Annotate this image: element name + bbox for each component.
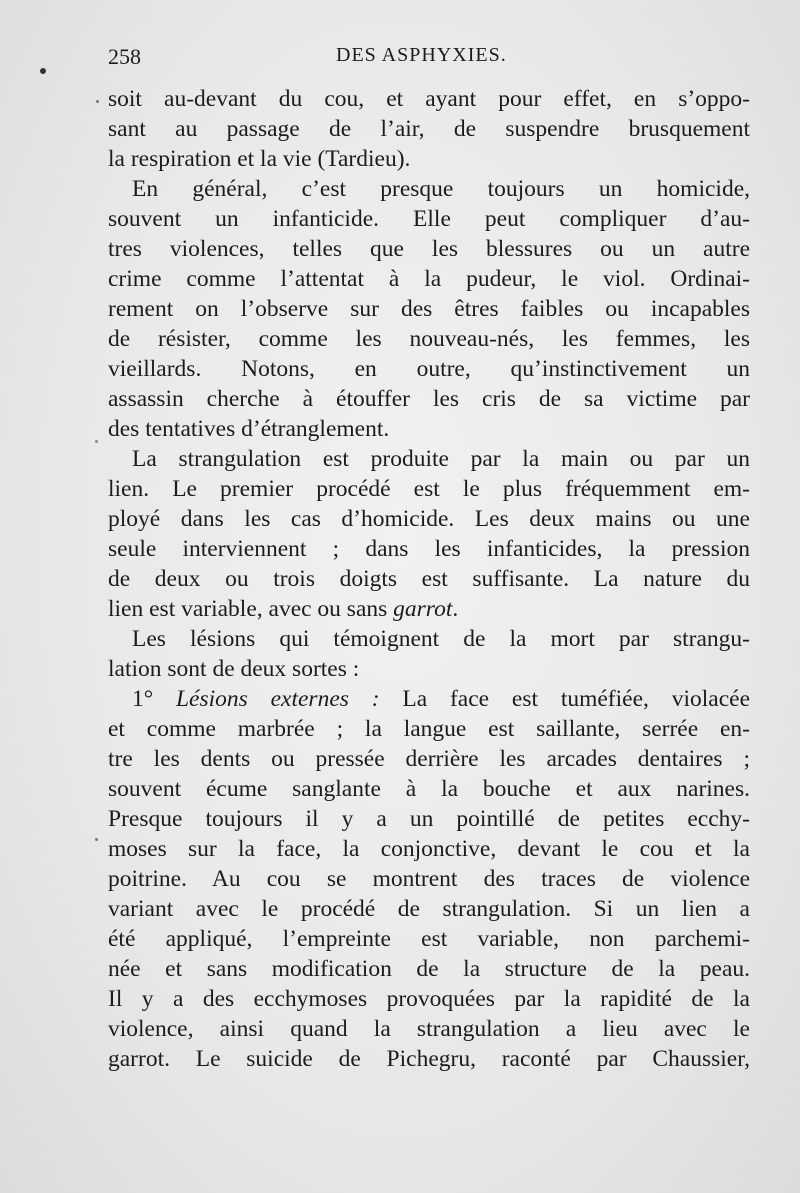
text-line	[108, 234, 750, 264]
text-segment: violence, ainsi quand la strangulation a lieu avec le	[108, 1016, 750, 1042]
text-line	[108, 144, 750, 174]
page-header	[108, 44, 748, 74]
text-line	[108, 954, 750, 984]
text-segment: moses sur la face, la conjonctive, devant le cou et la	[108, 836, 750, 862]
text-segment: Il y a des ecchymoses provoquées par la rapidité de la	[108, 986, 750, 1012]
text-line	[108, 204, 750, 234]
text-line	[108, 534, 750, 564]
text-line	[108, 774, 750, 804]
text-line	[108, 834, 750, 864]
text-line	[108, 564, 750, 594]
text-line	[108, 624, 750, 654]
body-text	[108, 84, 750, 1074]
text-line	[108, 924, 750, 954]
text-segment: sant au passage de l’air, de suspendre brusquement	[108, 116, 750, 142]
text-line	[108, 504, 750, 534]
margin-dot-mark	[40, 68, 46, 74]
text-line	[108, 354, 750, 384]
text-line	[108, 684, 750, 714]
text-line	[108, 744, 750, 774]
text-line	[108, 594, 750, 624]
text-segment: et comme marbrée ; la langue est saillante, serrée en-	[108, 716, 750, 742]
text-line	[108, 174, 750, 204]
text-segment: lation sont de deux sortes :	[108, 656, 360, 682]
margin-speck-mark	[96, 100, 99, 103]
text-segment: poitrine. Au cou se montrent des traces de violence	[108, 866, 750, 892]
text-line	[108, 1014, 750, 1044]
running-title: DES ASPHYXIES.	[336, 44, 507, 66]
page-number: 258	[108, 44, 141, 69]
text-segment: rement on l’observe sur des êtres faibles ou incapables	[108, 296, 750, 322]
text-segment: soit au-devant du cou, et ayant pour effet, en s’oppo-	[108, 86, 750, 112]
text-line	[108, 444, 750, 474]
text-line	[108, 474, 750, 504]
text-segment: ployé dans les cas d’homicide. Les deux mains ou une	[108, 506, 750, 532]
text-segment: Presque toujours il y a un pointillé de petites ecchy-	[108, 806, 750, 832]
text-segment: lien est variable, avec ou sans	[108, 596, 394, 622]
italic-text-segment: Lésions externes :	[175, 686, 380, 712]
text-line	[108, 804, 750, 834]
text-segment: En général, c’est presque toujours un homicide,	[132, 176, 750, 202]
italic-text-segment: garrot	[393, 596, 453, 622]
text-segment: été appliqué, l’empreinte est variable, non parchemi-	[108, 926, 750, 952]
text-segment: .	[452, 596, 459, 622]
text-line	[108, 894, 750, 924]
text-segment: La face est tuméfiée, violacée	[379, 686, 750, 712]
text-segment: souvent un infanticide. Elle peut compliquer d’au-	[108, 206, 750, 232]
text-segment: seule interviennent ; dans les infanticides, la pression	[108, 536, 750, 562]
text-line	[108, 1044, 750, 1074]
text-line	[108, 294, 750, 324]
text-segment: lien. Le premier procédé est le plus fréquemment em-	[108, 476, 750, 502]
text-segment: tre les dents ou pressée derrière les arcades dentaires ;	[108, 746, 750, 772]
text-segment: souvent écume sanglante à la bouche et aux narines.	[108, 776, 750, 802]
text-segment: tres violences, telles que les blessures ou un autre	[108, 236, 750, 262]
text-segment: variant avec le procédé de strangulation. Si un lien a	[108, 896, 750, 922]
text-segment: de résister, comme les nouveau-nés, les femmes, les	[108, 326, 750, 352]
text-line	[108, 654, 750, 684]
text-line	[108, 84, 750, 114]
text-segment: la respiration et la vie (Tardieu).	[108, 146, 411, 172]
text-line	[108, 414, 750, 444]
text-segment: assassin cherche à étouffer les cris de sa victime par	[108, 386, 750, 412]
text-segment: des tentatives d’étranglement.	[108, 416, 390, 442]
text-line	[108, 984, 750, 1014]
text-line	[108, 384, 750, 414]
text-segment: née et sans modification de la structure de la peau.	[108, 956, 750, 982]
text-line	[108, 864, 750, 894]
text-segment: garrot. Le suicide de Pichegru, raconté par Chaussier,	[108, 1046, 750, 1072]
text-line	[108, 114, 750, 144]
text-segment: 1°	[132, 686, 176, 712]
text-segment: vieillards. Notons, en outre, qu’instinctivement un	[108, 356, 750, 382]
text-line	[108, 714, 750, 744]
text-segment: crime comme l’attentat à la pudeur, le viol. Ordinai-	[108, 266, 750, 292]
margin-speck-mark	[95, 440, 98, 443]
text-line	[108, 264, 750, 294]
text-segment: Les lésions qui témoignent de la mort par strangu-	[132, 626, 750, 652]
margin-speck-mark	[95, 838, 98, 841]
text-segment: La strangulation est produite par la main ou par un	[132, 446, 750, 472]
text-segment: de deux ou trois doigts est suffisante. La nature du	[108, 566, 750, 592]
text-line	[108, 324, 750, 354]
